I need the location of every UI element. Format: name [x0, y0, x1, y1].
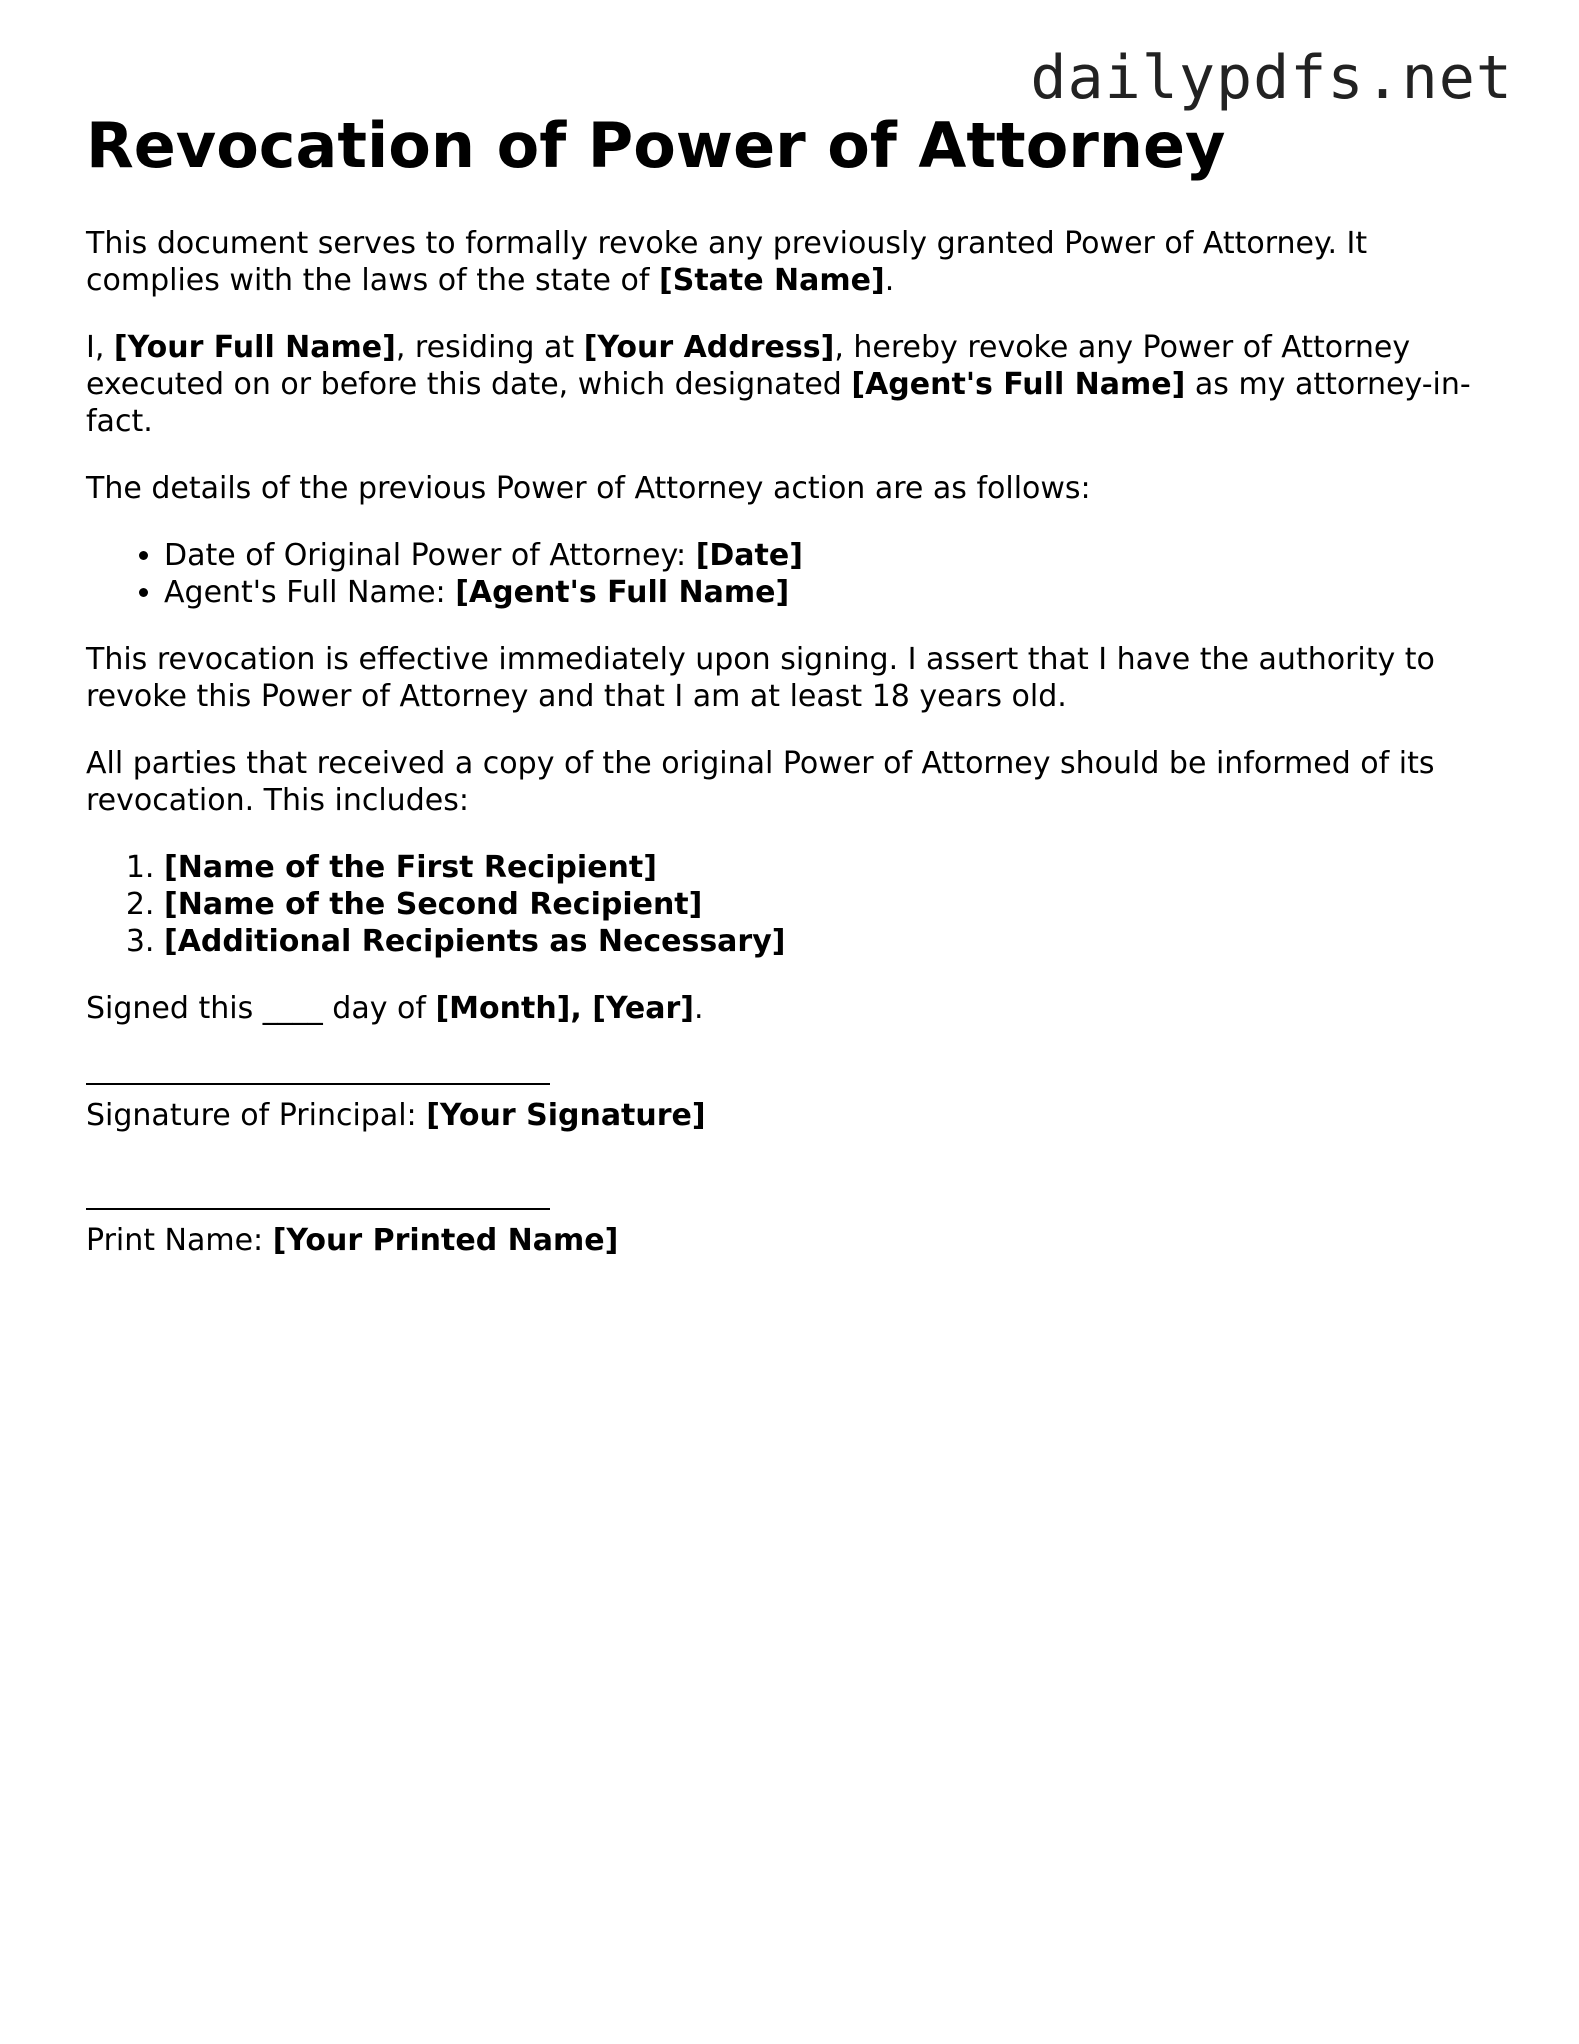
detail-value: [Date]: [695, 538, 803, 574]
print-name-label: Print Name:: [86, 1223, 273, 1259]
print-name-row: [86, 1188, 1486, 1259]
signature-placeholder: [Your Signature]: [426, 1098, 706, 1134]
document-page: [86, 110, 1486, 1313]
signature-row: [86, 1063, 1486, 1134]
intro-paragraph: [86, 225, 1486, 299]
address-placeholder: [Your Address]: [583, 330, 835, 366]
effective-paragraph: This revocation is effective immediately upon signing. I assert that I have the authority to revoke this Power of Attorney and that I am at least 18 years old.: [86, 642, 1435, 715]
signed-end: .: [694, 991, 704, 1027]
detail-value: [Agent's Full Name]: [455, 575, 790, 611]
declaration-paragraph: [86, 329, 1486, 440]
signature-line[interactable]: [86, 1063, 550, 1085]
detail-label: Date of Original Power of Attorney:: [164, 538, 696, 574]
declaration-pre: I,: [86, 330, 114, 366]
details-intro: The details of the previous Power of Attorney action are as follows:: [86, 471, 1091, 507]
details-list: [86, 537, 1486, 611]
declaration-mid1: , residing at: [395, 330, 584, 366]
detail-label: Agent's Full Name:: [164, 575, 456, 611]
recipients-list: [86, 849, 1486, 960]
list-item: [164, 574, 1486, 611]
recipient-placeholder: [Additional Recipients as Necessary]: [164, 924, 786, 960]
declaration-mid2: , hereby revoke any Power of Attorney executed on or before this date, which designated: [86, 330, 1411, 403]
document-title: Revocation of Power of Attorney: [86, 109, 1226, 182]
signed-paragraph: [86, 990, 1486, 1027]
recipient-placeholder: [Name of the Second Recipient]: [164, 887, 703, 923]
intro-end: .: [884, 263, 895, 299]
signature-label: Signature of Principal:: [86, 1098, 427, 1134]
print-name-line[interactable]: [86, 1188, 550, 1210]
list-item: [164, 886, 1486, 923]
print-name-placeholder: [Your Printed Name]: [272, 1223, 619, 1259]
agent-name-placeholder: [Agent's Full Name]: [851, 367, 1186, 403]
state-name-placeholder: [State Name]: [659, 263, 885, 299]
parties-paragraph: All parties that received a copy of the original Power of Attorney should be informed of its revocation. This includes:: [86, 746, 1435, 819]
signed-date-placeholder: [Month], [Year]: [435, 991, 695, 1027]
watermark: dailypdfs.net: [1030, 43, 1513, 113]
list-item: [164, 849, 1486, 886]
signed-pre: Signed this ____ day of: [86, 991, 436, 1027]
full-name-placeholder: [Your Full Name]: [113, 330, 396, 366]
declaration-end: as my attorney-in-fact.: [86, 367, 1471, 440]
list-item: [164, 923, 1486, 960]
recipient-placeholder: [Name of the First Recipient]: [164, 850, 657, 886]
intro-text: This document serves to formally revoke any previously granted Power of Attorney. It complies with the laws of the state of: [86, 226, 1368, 299]
list-item: [164, 537, 1486, 574]
signature-block: [86, 1063, 1486, 1259]
print-name-caption: [86, 1222, 1486, 1259]
signature-caption: [86, 1097, 1486, 1134]
